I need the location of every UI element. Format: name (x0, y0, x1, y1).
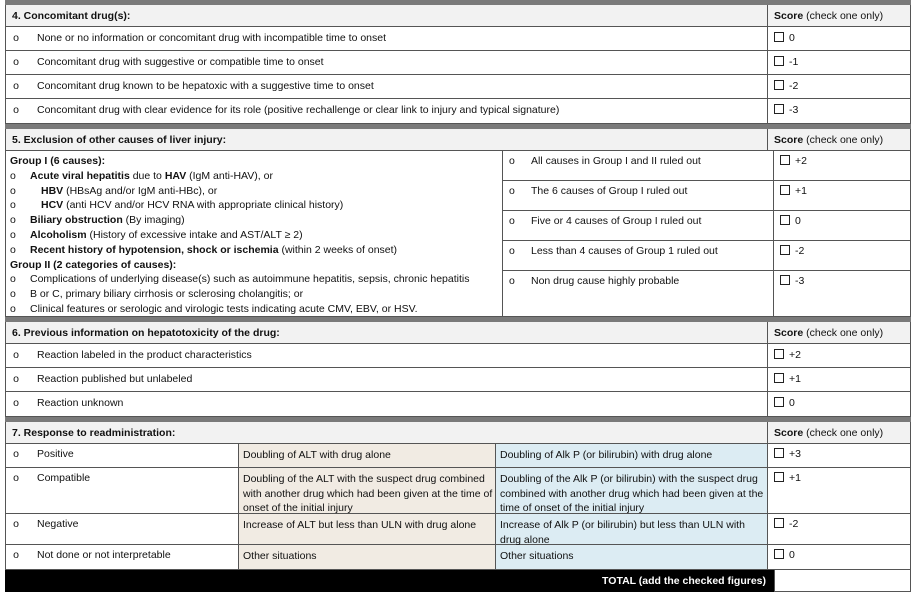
checkbox[interactable] (774, 104, 784, 114)
cause-item (10, 272, 502, 287)
s5-score[interactable] (774, 151, 910, 181)
score-value: +3 (789, 448, 801, 460)
s7-label-text: Not done or not interpretable (37, 549, 171, 561)
score-header-rest: (check one only) (803, 427, 884, 439)
cause-text: (IgM anti-HAV), or (186, 169, 273, 182)
s5-option (503, 181, 773, 211)
score-value: +2 (789, 349, 801, 361)
section-4-title: 4. Concomitant drug(s): (6, 5, 768, 26)
bullet: o (10, 288, 16, 301)
s7-row (5, 545, 911, 570)
score-header (768, 5, 910, 26)
s4-row (5, 99, 911, 124)
bullet: o (509, 245, 515, 257)
checkbox[interactable] (774, 373, 784, 383)
s4-row-text: Concomitant drug with clear evidence for its role (positive rechallenge or clear link to injury and typical signature) (26, 99, 768, 123)
bullet: o (13, 104, 19, 116)
s5-option (503, 271, 773, 301)
bullet: o (13, 518, 19, 530)
cause-bold: HBV (41, 184, 64, 197)
s6-row-text: Reaction published but unlabeled (26, 368, 768, 391)
score-header-rest: (check one only) (803, 327, 884, 339)
bullet: o (10, 243, 16, 256)
s5-score[interactable] (774, 241, 910, 271)
bullet: o (10, 273, 16, 286)
score-header (768, 422, 910, 443)
s7-row (5, 444, 911, 468)
bullet: o (13, 349, 19, 361)
score-value: +1 (795, 185, 807, 197)
cause-text: Clinical features or serologic and virologic tests indicating acute CMV, EBV, or HSV. (30, 302, 418, 315)
s4-row (5, 75, 911, 99)
score-value: 0 (795, 215, 801, 227)
s7-label-text: Positive (37, 448, 74, 460)
checkbox[interactable] (774, 472, 784, 482)
score-header (768, 322, 910, 343)
score-header-bold: Score (774, 10, 804, 22)
s7-alt-cell: Other situations (239, 545, 496, 569)
s7-score[interactable] (768, 444, 910, 467)
s7-alk-cell: Doubling of the Alk P (or bilirubin) with the suspect drug combined with another drug which had been given at the time of onset of the initial injury (496, 468, 768, 513)
s7-alt-cell: Doubling of the ALT with the suspect drug combined with another drug which had been given at the time of onset of the initial injury (239, 468, 496, 513)
s6-row-text: Reaction unknown (26, 392, 768, 416)
section-4-header (5, 5, 911, 27)
s5-causes (6, 151, 503, 316)
group1-title: Group I (6 causes): (10, 155, 106, 167)
s7-alk-cell: Increase of Alk P (or bilirubin) but less than ULN with drug alone (496, 514, 768, 544)
cause-text: (anti HCV and/or HCV RNA with appropriate clinical history) (63, 199, 344, 212)
score-value: 0 (789, 549, 795, 561)
s6-row (5, 344, 911, 368)
checkbox[interactable] (780, 155, 790, 165)
s7-label-text: Negative (37, 518, 79, 530)
checkbox[interactable] (774, 448, 784, 458)
section-6-header (5, 322, 911, 344)
cause-bold: Recent history of hypotension, shock or ischemia (30, 243, 279, 256)
total-label: TOTAL (add the checked figures) (5, 570, 774, 592)
s4-row (5, 27, 911, 51)
score-value: -3 (795, 275, 805, 287)
bullet: o (509, 215, 515, 227)
section-7-title: 7. Response to readministration: (6, 422, 768, 443)
s5-options (503, 151, 774, 316)
cause-text: (HBsAg and/or IgM anti-HBc), or (63, 184, 218, 197)
checkbox[interactable] (774, 56, 784, 66)
section-5-header (5, 129, 911, 151)
option-text: Five or 4 causes of Group I ruled out (531, 215, 702, 227)
bullet: o (10, 302, 16, 315)
bullet: o (509, 155, 515, 167)
bullet: o (509, 185, 515, 197)
cause-text: due to (129, 169, 165, 182)
s4-score[interactable] (768, 75, 910, 98)
cause-item (10, 184, 502, 199)
s7-alt-cell: Increase of ALT but less than ULN with drug alone (239, 514, 496, 544)
s7-score[interactable] (768, 545, 910, 569)
s5-option (503, 151, 773, 181)
s4-score[interactable] (768, 27, 910, 50)
s7-alt-cell: Doubling of ALT with drug alone (239, 444, 496, 467)
option-text: Non drug cause highly probable (531, 275, 680, 287)
bullet: o (509, 275, 515, 287)
bullet: o (10, 184, 16, 197)
cause-item (10, 228, 502, 243)
score-value: -1 (789, 56, 799, 68)
score-header-rest: (check one only) (803, 134, 884, 146)
checkbox[interactable] (774, 397, 784, 407)
s5-score[interactable] (774, 181, 910, 211)
score-value: 0 (789, 32, 795, 44)
total-field[interactable] (774, 570, 911, 592)
bullet: o (10, 199, 16, 212)
s7-alk-cell: Other situations (496, 545, 768, 569)
cause-item (10, 198, 502, 213)
score-header (768, 129, 910, 150)
bullet: o (13, 448, 19, 460)
s5-score[interactable] (774, 211, 910, 241)
s7-alk-cell: Doubling of Alk P (or bilirubin) with drug alone (496, 444, 768, 467)
s5-scores (774, 151, 910, 316)
cause-bold: Acute viral hepatitis (30, 169, 130, 182)
checkbox[interactable] (774, 80, 784, 90)
section-5-title: 5. Exclusion of other causes of liver injury: (6, 129, 768, 150)
s4-score[interactable] (768, 51, 910, 74)
checkbox[interactable] (774, 349, 784, 359)
group2-title: Group II (2 categories of causes): (10, 258, 177, 271)
s7-label (6, 514, 239, 544)
s6-row-text: Reaction labeled in the product characteristics (26, 344, 768, 367)
bullet: o (10, 228, 16, 241)
section-7-header (5, 422, 911, 444)
cause-item (10, 302, 502, 317)
rucam-form (5, 0, 911, 592)
s7-label (6, 444, 239, 467)
cause-item (10, 169, 502, 184)
bullet: o (10, 214, 16, 227)
option-text: The 6 causes of Group I ruled out (531, 185, 688, 197)
bullet: o (13, 80, 19, 92)
cause-text: (History of excessive intake and AST/ALT ≥ 2) (86, 228, 303, 241)
score-value: +1 (789, 472, 801, 484)
score-value: +1 (789, 373, 801, 385)
bullet: o (13, 373, 19, 385)
bullet: o (13, 549, 19, 561)
cause-item (10, 213, 502, 228)
s7-label-text: Compatible (37, 472, 91, 484)
bullet: o (13, 56, 19, 68)
s6-row (5, 392, 911, 417)
s7-score[interactable] (768, 468, 910, 513)
bullet: o (13, 397, 19, 409)
score-value: 0 (789, 397, 795, 409)
s7-row (5, 468, 911, 514)
section-5-body (5, 151, 911, 317)
cause-bold: HCV (41, 199, 64, 212)
cause-item (10, 287, 502, 302)
checkbox[interactable] (774, 549, 784, 559)
score-value: +2 (795, 155, 807, 167)
score-value: -2 (789, 518, 799, 530)
s7-row (5, 514, 911, 545)
s6-score[interactable] (768, 344, 910, 367)
checkbox[interactable] (780, 185, 790, 195)
s5-option (503, 241, 773, 271)
checkbox[interactable] (780, 275, 790, 285)
cause-text: B or C, primary biliary cirrhosis or sclerosing cholangitis; or (30, 288, 304, 301)
checkbox[interactable] (780, 215, 790, 225)
s7-label (6, 545, 239, 569)
cause-text: Complications of underlying disease(s) such as autoimmune hepatitis, sepsis, chronic hepatitis (30, 273, 470, 286)
score-value: -2 (795, 245, 805, 257)
checkbox[interactable] (780, 245, 790, 255)
cause-text: (By imaging) (122, 214, 185, 227)
s5-score[interactable] (774, 271, 910, 301)
score-header-bold: Score (774, 427, 804, 439)
score-value: -3 (789, 104, 799, 116)
s6-score[interactable] (768, 392, 910, 416)
option-text: All causes in Group I and II ruled out (531, 155, 701, 167)
s7-label (6, 468, 239, 513)
bullet: o (10, 169, 16, 182)
cause-bold: Biliary obstruction (30, 214, 123, 227)
checkbox[interactable] (774, 518, 784, 528)
cause-bold: Alcoholism (30, 228, 87, 241)
s5-option (503, 211, 773, 241)
s4-row-text: Concomitant drug known to be hepatoxic with a suggestive time to onset (26, 75, 768, 98)
cause-text: (within 2 weeks of onset) (278, 243, 398, 256)
checkbox[interactable] (774, 32, 784, 42)
s4-score[interactable] (768, 99, 910, 123)
bullet: o (13, 472, 19, 484)
score-header-rest: (check one only) (803, 10, 884, 22)
bullet: o (13, 32, 19, 44)
s4-row-text: Concomitant drug with suggestive or compatible time to onset (26, 51, 768, 74)
score-header-bold: Score (774, 327, 804, 339)
s6-score[interactable] (768, 368, 910, 391)
s6-row (5, 368, 911, 392)
score-header-bold: Score (774, 134, 804, 146)
cause-bold: HAV (164, 169, 187, 182)
s7-score[interactable] (768, 514, 910, 544)
score-value: -2 (789, 80, 799, 92)
cause-item (10, 243, 502, 258)
s4-row (5, 51, 911, 75)
section-6-title: 6. Previous information on hepatotoxicity of the drug: (6, 322, 768, 343)
s4-row-text: None or no information or concomitant drug with incompatible time to onset (26, 27, 768, 50)
total-row (5, 570, 911, 592)
option-text: Less than 4 causes of Group 1 ruled out (531, 245, 718, 257)
